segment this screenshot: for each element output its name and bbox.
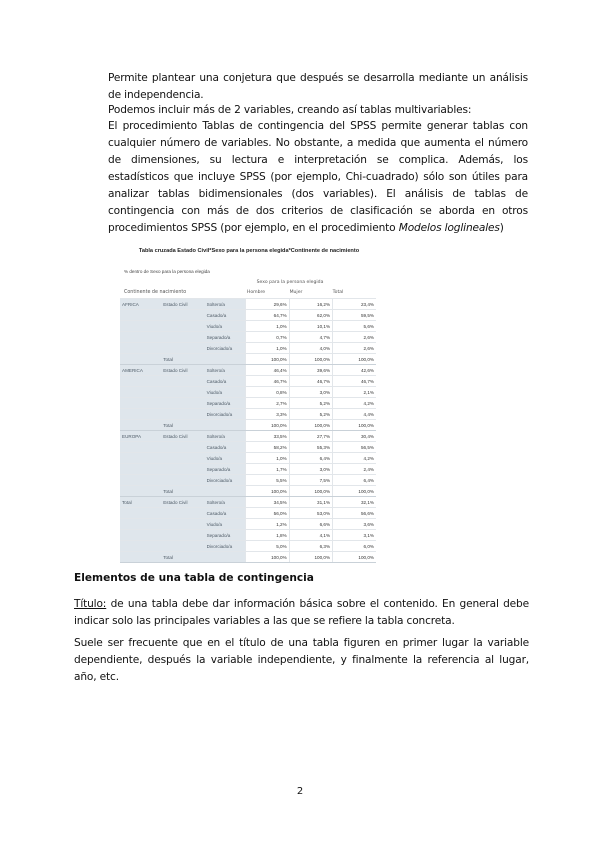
value-mujer-cell: 39,6% <box>289 365 332 376</box>
column-header-total: Total <box>332 290 344 295</box>
table-row <box>120 365 376 376</box>
value-total-cell: 2,6% <box>333 343 376 354</box>
category-cell <box>205 486 246 497</box>
table-row <box>120 343 376 354</box>
value-mujer-cell: 100,0% <box>289 486 332 497</box>
continent-cell <box>120 552 161 563</box>
value-mujer-cell: 4,1% <box>289 530 332 541</box>
variable-cell <box>161 508 204 519</box>
category-cell: Divorciado/a <box>205 475 246 486</box>
value-mujer-cell: 62,0% <box>289 310 332 321</box>
value-mujer-cell: 6,3% <box>289 541 332 552</box>
table-row <box>120 310 376 321</box>
value-hombre-cell: 34,5% <box>246 497 289 508</box>
continent-cell <box>120 464 161 475</box>
category-cell: Divorciado/a <box>205 343 246 354</box>
continent-cell: Total <box>120 497 161 508</box>
variable-cell: Total <box>161 486 204 497</box>
continent-cell <box>120 387 161 398</box>
table-row <box>120 409 376 420</box>
value-hombre-cell: 2,7% <box>246 398 289 409</box>
variable-cell: Total <box>161 354 204 365</box>
continent-cell: AFRICA <box>120 299 161 310</box>
variable-cell <box>161 541 204 552</box>
table-row <box>120 299 376 310</box>
continent-cell <box>120 475 161 486</box>
continent-cell <box>120 420 161 431</box>
value-mujer-cell: 4,0% <box>289 343 332 354</box>
value-hombre-cell: 56,0% <box>246 508 289 519</box>
spss-crosstab-table <box>120 298 376 563</box>
value-hombre-cell: 3,3% <box>246 409 289 420</box>
column-group-header: Sexo para la persona elegida <box>256 280 324 285</box>
table-row <box>120 530 376 541</box>
category-cell <box>205 420 246 431</box>
continent-cell <box>120 530 161 541</box>
value-total-cell: 100,0% <box>333 552 376 563</box>
table-row <box>120 541 376 552</box>
value-total-cell: 4,4% <box>333 409 376 420</box>
continent-cell <box>120 332 161 343</box>
table-row <box>120 431 376 442</box>
value-hombre-cell: 100,0% <box>246 552 289 563</box>
table-row <box>120 387 376 398</box>
category-cell: Soltero/a <box>205 497 246 508</box>
value-mujer-cell: 7,5% <box>289 475 332 486</box>
table-row <box>120 453 376 464</box>
category-cell: Divorciado/a <box>205 541 246 552</box>
value-mujer-cell: 16,2% <box>289 299 332 310</box>
table-row <box>120 475 376 486</box>
paragraph-procedimiento-end: ) <box>499 222 504 234</box>
value-mujer-cell: 31,1% <box>289 497 332 508</box>
category-cell: Separado/a <box>205 530 246 541</box>
value-mujer-cell: 53,0% <box>289 508 332 519</box>
value-total-cell: 2,6% <box>333 332 376 343</box>
table-row <box>120 497 376 508</box>
paragraph-orden-variables: Suele ser frecuente que en el título de una tabla figuren en primer lugar la variable dependiente, después la variable independiente, y finalmente la referencia al lugar, año, etc. <box>74 637 529 683</box>
category-cell: Separado/a <box>205 464 246 475</box>
value-mujer-cell: 3,0% <box>289 387 332 398</box>
value-hombre-cell: 100,0% <box>246 354 289 365</box>
continent-cell <box>120 541 161 552</box>
variable-cell: Total <box>161 552 204 563</box>
category-cell: Soltero/a <box>205 299 246 310</box>
modelos-loglineales-text: Modelos loglineales <box>398 222 500 234</box>
continent-cell: AMERICA <box>120 365 161 376</box>
variable-cell: Estado Civil <box>161 497 204 508</box>
continent-cell <box>120 508 161 519</box>
category-cell: Viudo/a <box>205 519 246 530</box>
category-cell <box>205 354 246 365</box>
category-cell: Viudo/a <box>205 321 246 332</box>
page-number: 2 <box>296 786 304 797</box>
paragraph-procedimiento <box>108 118 528 237</box>
value-total-cell: 6,4% <box>333 475 376 486</box>
variable-cell <box>161 442 204 453</box>
variable-cell <box>161 387 204 398</box>
paragraph-titulo <box>74 596 529 630</box>
value-hombre-cell: 0,7% <box>246 332 289 343</box>
value-hombre-cell: 29,6% <box>246 299 289 310</box>
continent-cell <box>120 519 161 530</box>
value-total-cell: 100,0% <box>333 420 376 431</box>
value-hombre-cell: 100,0% <box>246 486 289 497</box>
column-header-mujer: Mujer <box>289 290 303 295</box>
continent-cell <box>120 310 161 321</box>
variable-cell <box>161 332 204 343</box>
value-hombre-cell: 1,7% <box>246 464 289 475</box>
value-total-cell: 56,6% <box>333 508 376 519</box>
value-hombre-cell: 46,4% <box>246 365 289 376</box>
table-row <box>120 398 376 409</box>
category-cell: Viudo/a <box>205 387 246 398</box>
variable-cell <box>161 464 204 475</box>
table-row <box>120 552 376 563</box>
continent-cell: EUROPA <box>120 431 161 442</box>
category-cell: Casado/a <box>205 442 246 453</box>
variable-cell <box>161 321 204 332</box>
value-total-cell: 2,1% <box>333 387 376 398</box>
variable-cell <box>161 453 204 464</box>
value-hombre-cell: 1,0% <box>246 321 289 332</box>
table-row <box>120 376 376 387</box>
value-total-cell: 2,4% <box>333 464 376 475</box>
value-total-cell: 59,5% <box>333 310 376 321</box>
continent-cell <box>120 486 161 497</box>
value-hombre-cell: 1,2% <box>246 519 289 530</box>
continent-cell <box>120 321 161 332</box>
value-total-cell: 46,7% <box>333 376 376 387</box>
value-mujer-cell: 100,0% <box>289 552 332 563</box>
value-mujer-cell: 6,4% <box>289 453 332 464</box>
paragraph-procedimiento-text: El procedimiento Tablas de contingencia del SPSS permite generar tablas con cualquier número de variables. No obstante, a medida que aumenta el número de dimensiones, su lectura e interpretación se complica. Además, los estadísticos que incluye SPSS (por ejemplo, Chi-cuadrado) sólo son útiles para analizar tablas bidimensionales (dos variables). El análisis de tablas de contingencia con más de dos criterios de clasificación se aborda en otros procedimientos SPSS (por ejemplo, en el procedimiento <box>108 120 528 234</box>
variable-cell <box>161 343 204 354</box>
variable-cell: Estado Civil <box>161 365 204 376</box>
row-header-continente: Continente de nacimiento <box>124 290 187 295</box>
value-mujer-cell: 55,3% <box>289 442 332 453</box>
value-mujer-cell: 6,6% <box>289 519 332 530</box>
table-row <box>120 442 376 453</box>
value-hombre-cell: 100,0% <box>246 420 289 431</box>
value-total-cell: 100,0% <box>333 486 376 497</box>
continent-cell <box>120 376 161 387</box>
variable-cell <box>161 376 204 387</box>
table-row <box>120 354 376 365</box>
value-hombre-cell: 5,0% <box>246 541 289 552</box>
value-hombre-cell: 1,8% <box>246 530 289 541</box>
table-row <box>120 464 376 475</box>
value-hombre-cell: 58,2% <box>246 442 289 453</box>
column-header-hombre: Hombre <box>246 290 266 295</box>
spss-table-note: % dentro de Sexo para la persona elegida <box>124 269 210 274</box>
table-row <box>120 519 376 530</box>
continent-cell <box>120 343 161 354</box>
value-total-cell: 4,2% <box>333 398 376 409</box>
value-mujer-cell: 100,0% <box>289 420 332 431</box>
section-heading: Elementos de una tabla de contingencia <box>74 572 314 584</box>
value-total-cell: 3,1% <box>333 530 376 541</box>
category-cell <box>205 552 246 563</box>
paragraph-conjetura: Permite plantear una conjetura que después se desarrolla mediante un análisis de independencia. <box>108 72 528 101</box>
variable-cell: Total <box>161 420 204 431</box>
variable-cell: Estado Civil <box>161 299 204 310</box>
value-hombre-cell: 0,8% <box>246 387 289 398</box>
value-hombre-cell: 5,5% <box>246 475 289 486</box>
value-mujer-cell: 5,2% <box>289 409 332 420</box>
value-total-cell: 30,4% <box>333 431 376 442</box>
variable-cell <box>161 398 204 409</box>
value-mujer-cell: 27,7% <box>289 431 332 442</box>
value-hombre-cell: 1,0% <box>246 453 289 464</box>
table-row <box>120 321 376 332</box>
category-cell: Casado/a <box>205 376 246 387</box>
value-hombre-cell: 46,7% <box>246 376 289 387</box>
titulo-label: Título: <box>74 598 107 610</box>
value-total-cell: 6,0% <box>333 541 376 552</box>
value-total-cell: 32,1% <box>333 497 376 508</box>
variable-cell: Estado Civil <box>161 431 204 442</box>
value-hombre-cell: 64,7% <box>246 310 289 321</box>
category-cell: Separado/a <box>205 398 246 409</box>
value-total-cell: 56,5% <box>333 442 376 453</box>
variable-cell <box>161 530 204 541</box>
continent-cell <box>120 398 161 409</box>
category-cell: Soltero/a <box>205 365 246 376</box>
value-total-cell: 23,4% <box>333 299 376 310</box>
value-total-cell: 42,6% <box>333 365 376 376</box>
value-hombre-cell: 1,0% <box>246 343 289 354</box>
continent-cell <box>120 453 161 464</box>
category-cell: Casado/a <box>205 508 246 519</box>
paragraph-multivariables: Podemos incluir más de 2 variables, creando así tablas multivariables: <box>108 104 472 116</box>
category-cell: Viudo/a <box>205 453 246 464</box>
table-row <box>120 486 376 497</box>
spss-table-title: Tabla cruzada Estado Civil*Sexo para la persona elegida*Continente de nacimiento <box>138 248 360 254</box>
table-row <box>120 420 376 431</box>
value-mujer-cell: 100,0% <box>289 354 332 365</box>
variable-cell <box>161 310 204 321</box>
value-hombre-cell: 33,5% <box>246 431 289 442</box>
value-mujer-cell: 46,7% <box>289 376 332 387</box>
value-mujer-cell: 10,1% <box>289 321 332 332</box>
continent-cell <box>120 442 161 453</box>
value-total-cell: 3,6% <box>333 519 376 530</box>
category-cell: Divorciado/a <box>205 409 246 420</box>
value-total-cell: 100,0% <box>333 354 376 365</box>
value-total-cell: 5,6% <box>333 321 376 332</box>
paragraph-titulo-text: de una tabla debe dar información básica sobre el contenido. En general debe indicar solo las principales variables a las que se refiere la tabla concreta. <box>74 598 529 627</box>
category-cell: Separado/a <box>205 332 246 343</box>
value-mujer-cell: 5,2% <box>289 398 332 409</box>
category-cell: Soltero/a <box>205 431 246 442</box>
variable-cell <box>161 519 204 530</box>
table-row <box>120 508 376 519</box>
value-mujer-cell: 3,0% <box>289 464 332 475</box>
value-mujer-cell: 4,7% <box>289 332 332 343</box>
category-cell: Casado/a <box>205 310 246 321</box>
value-total-cell: 4,2% <box>333 453 376 464</box>
continent-cell <box>120 409 161 420</box>
table-row <box>120 332 376 343</box>
variable-cell <box>161 409 204 420</box>
variable-cell <box>161 475 204 486</box>
continent-cell <box>120 354 161 365</box>
